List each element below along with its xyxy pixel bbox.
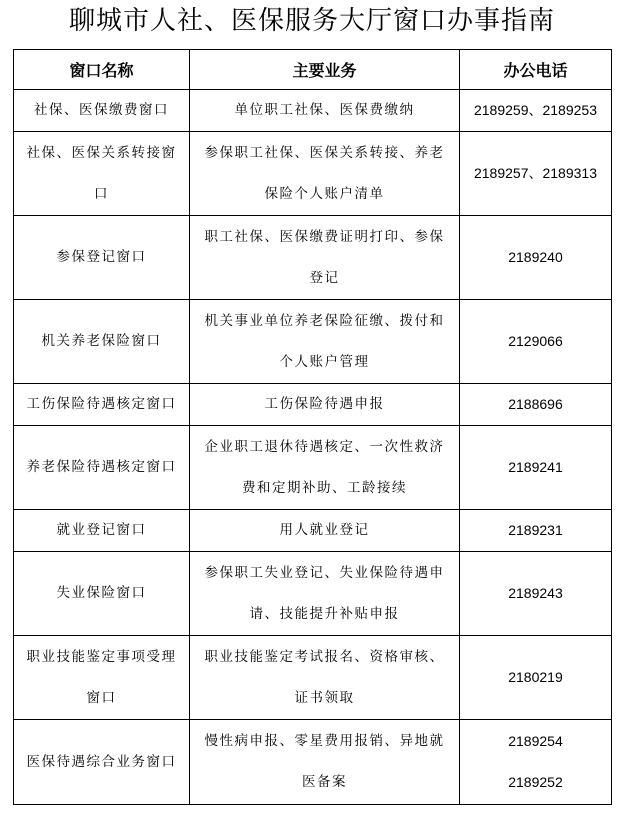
window-name-text-line: 社保、医保缴费窗口	[34, 102, 169, 118]
window-name-text-line: 机关养老保险窗口	[41, 333, 162, 349]
main-business-cell	[190, 552, 460, 636]
main-business-cell	[190, 426, 460, 510]
main-business-text-line: 证书领取	[294, 689, 355, 706]
office-phone-text-line: 2189259、2189253	[473, 102, 597, 118]
main-business-text-line: 慢性病申报、零星费用报销、异地就	[204, 733, 445, 749]
window-name-cell	[14, 720, 190, 805]
table-row	[14, 90, 612, 132]
window-name-cell	[14, 90, 190, 132]
main-business-text-line: 请、技能提升补贴申报	[249, 605, 400, 622]
main-business-cell	[190, 216, 460, 300]
main-business-cell	[190, 510, 460, 552]
window-name-text-line: 就业登记窗口	[56, 522, 147, 538]
table-row	[14, 384, 612, 426]
column-header-window-name: 窗口名称	[14, 50, 190, 90]
window-name-cell	[14, 426, 190, 510]
window-name-text-line: 医保待遇综合业务窗口	[26, 753, 177, 770]
office-phone-cell	[460, 636, 612, 720]
main-business-text-line: 职工社保、医保缴费证明打印、参保	[204, 228, 445, 245]
column-header-office-phone: 办公电话	[460, 50, 612, 90]
window-name-text-line: 参保登记窗口	[56, 249, 147, 265]
window-name-text-line: 职业技能鉴定事项受理	[26, 648, 177, 665]
office-phone-cell	[460, 426, 612, 510]
main-business-text-line: 机关事业单位养老保险征缴、拨付和	[204, 312, 445, 329]
table-row	[14, 426, 612, 510]
office-phone-text-line: 2189254	[508, 733, 563, 749]
main-business-cell	[190, 636, 460, 720]
window-name-cell	[14, 132, 190, 216]
window-name-cell	[14, 636, 190, 720]
main-business-cell	[190, 90, 460, 132]
window-name-text-line: 失业保险窗口	[56, 585, 147, 601]
table-row	[14, 636, 612, 720]
office-phone-cell	[460, 132, 612, 216]
table-body	[14, 90, 612, 805]
office-phone-text-line: 2188696	[508, 396, 563, 412]
column-header-main-business: 主要业务	[190, 50, 460, 90]
office-phone-text-line: 2189252	[508, 774, 563, 790]
table-row	[14, 510, 612, 552]
table-row	[14, 552, 612, 636]
window-name-cell	[14, 510, 190, 552]
office-phone-cell	[460, 90, 612, 132]
main-business-text-line: 医备案	[302, 774, 347, 790]
office-phone-text-line: 2189243	[508, 585, 563, 601]
window-name-text-line: 工伤保险待遇核定窗口	[26, 396, 177, 412]
table-header-row	[14, 50, 612, 90]
window-name-text-line: 社保、医保关系转接窗	[26, 144, 177, 161]
main-business-text-line: 保险个人账户清单	[264, 185, 385, 202]
office-phone-cell	[460, 510, 612, 552]
table-row	[14, 216, 612, 300]
main-business-text-line: 企业职工退休待遇核定、一次性救济	[204, 438, 445, 455]
table-row	[14, 720, 612, 805]
main-business-text-line: 参保职工失业登记、失业保险待遇申	[204, 564, 445, 581]
main-business-cell	[190, 300, 460, 384]
main-business-text-line: 职业技能鉴定考试报名、资格审核、	[204, 648, 445, 665]
office-phone-text-line: 2189241	[508, 459, 563, 475]
office-phone-cell	[460, 720, 612, 805]
service-window-table	[13, 49, 612, 805]
office-phone-cell	[460, 384, 612, 426]
table-row	[14, 300, 612, 384]
main-business-text-line: 用人就业登记	[279, 522, 370, 538]
office-phone-text-line: 2129066	[508, 333, 563, 349]
office-phone-cell	[460, 300, 612, 384]
main-business-cell	[190, 720, 460, 805]
window-name-text-line: 口	[94, 185, 109, 202]
office-phone-cell	[460, 216, 612, 300]
main-business-cell	[190, 132, 460, 216]
main-business-cell	[190, 384, 460, 426]
office-phone-text-line: 2189240	[508, 249, 563, 265]
window-name-text-line: 养老保险待遇核定窗口	[26, 459, 177, 475]
main-business-text-line: 个人账户管理	[279, 353, 370, 370]
office-phone-text-line: 2189231	[508, 522, 563, 538]
main-business-text-line: 工伤保险待遇申报	[264, 396, 385, 412]
office-phone-text-line: 2189257、2189313	[473, 165, 597, 181]
main-business-text-line: 参保职工社保、医保关系转接、养老	[204, 144, 445, 161]
window-name-cell	[14, 300, 190, 384]
window-name-cell	[14, 384, 190, 426]
office-phone-text-line: 2180219	[508, 669, 563, 685]
main-business-text-line: 费和定期补助、工龄接续	[242, 479, 407, 496]
main-business-text-line: 登记	[309, 269, 340, 286]
main-business-text-line: 单位职工社保、医保费缴纳	[234, 102, 415, 118]
table-row	[14, 132, 612, 216]
window-name-cell	[14, 216, 190, 300]
window-name-cell	[14, 552, 190, 636]
page-title: 聊城市人社、医保服务大厅窗口办事指南	[68, 6, 555, 36]
office-phone-cell	[460, 552, 612, 636]
window-name-text-line: 窗口	[86, 689, 117, 706]
